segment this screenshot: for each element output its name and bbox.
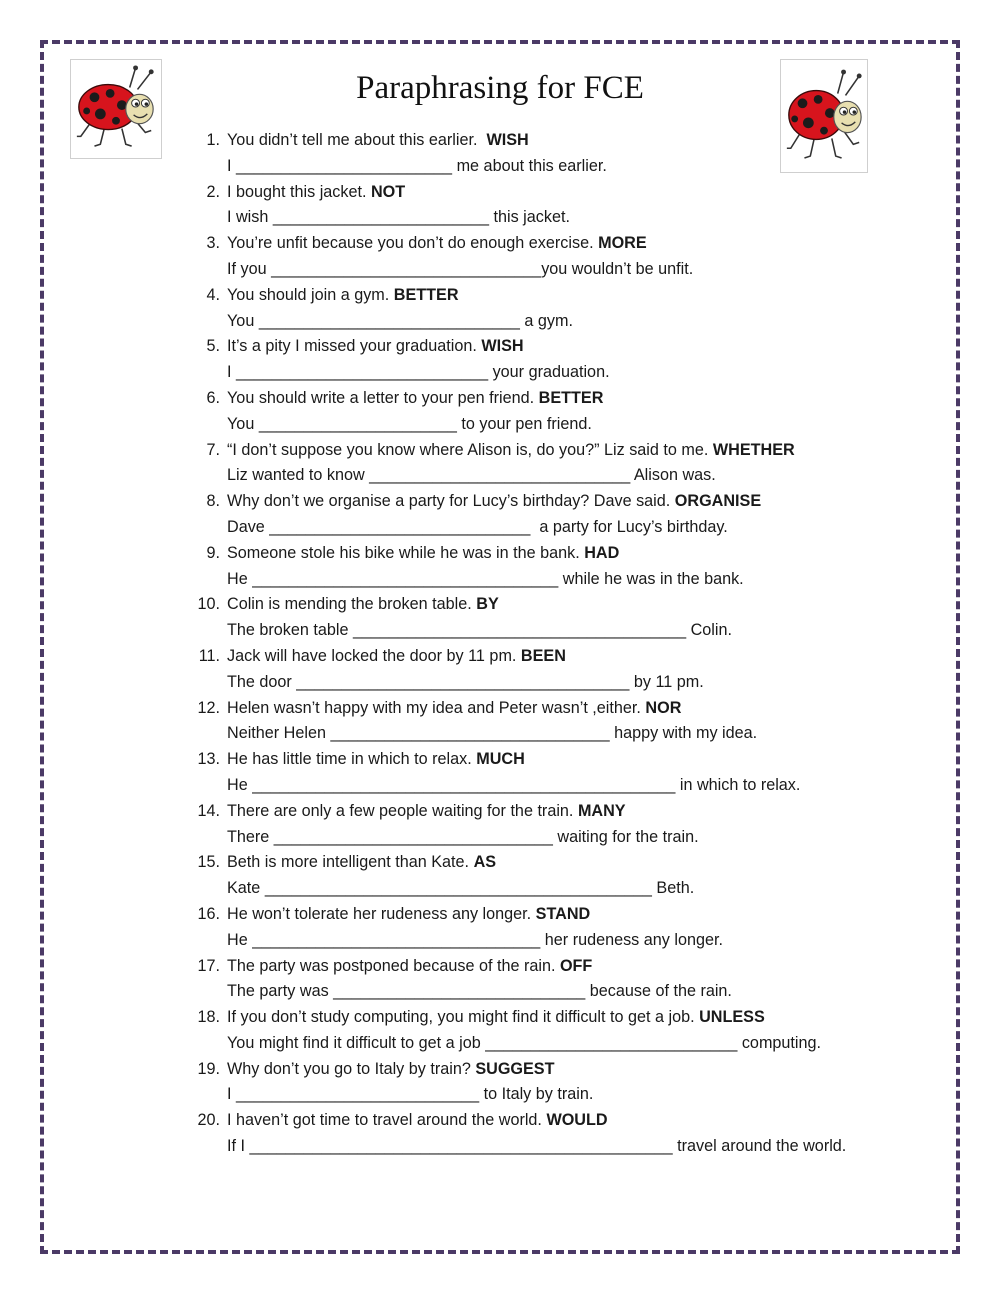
item-keyword: MORE xyxy=(598,234,647,253)
answer-blank[interactable]: ___________________________ xyxy=(236,1085,480,1104)
list-item xyxy=(190,438,930,490)
item-answer-line xyxy=(227,412,930,438)
item-prompt: He won’t tolerate her rudeness any longer. xyxy=(227,904,536,923)
list-item xyxy=(190,541,930,593)
answer-end: a party for Lucy’s birthday. xyxy=(530,517,728,536)
answer-blank[interactable]: ____________________________ xyxy=(485,1033,738,1052)
item-keyword: WISH xyxy=(481,337,524,356)
item-number: 3. xyxy=(206,234,220,253)
list-item xyxy=(190,180,930,232)
answer-start: The door xyxy=(227,672,297,691)
item-number: 1. xyxy=(206,131,220,149)
item-prompt: Why don’t you go to Italy by train? xyxy=(227,1059,476,1078)
list-item xyxy=(190,386,930,438)
item-number: 7. xyxy=(206,440,220,459)
answer-blank[interactable]: _____________________________________ xyxy=(352,621,687,640)
item-number: 16. xyxy=(197,904,220,923)
item-keyword: AS xyxy=(473,853,497,872)
answer-blank[interactable]: ____________________________ xyxy=(236,363,489,382)
item-number: 12. xyxy=(197,698,220,717)
item-answer-line xyxy=(227,309,930,335)
answer-end: her rudeness any longer. xyxy=(540,930,723,949)
answer-start: I wish xyxy=(227,208,273,227)
answer-start: I xyxy=(227,156,236,175)
item-prompt-line xyxy=(227,386,930,412)
answer-blank[interactable]: _______________________________ xyxy=(330,724,610,743)
item-answer-line xyxy=(227,154,930,180)
answer-end: this jacket. xyxy=(488,208,570,227)
item-keyword: SUGGEST xyxy=(475,1059,555,1078)
item-prompt: The party was postponed because of the rain. xyxy=(227,956,560,975)
item-answer-line xyxy=(227,360,930,386)
answer-end: waiting for the train. xyxy=(552,827,699,846)
answer-start: Liz wanted to know xyxy=(227,466,370,485)
list-item xyxy=(190,334,930,386)
item-number: 15. xyxy=(197,853,220,872)
item-prompt: You should join a gym. xyxy=(227,285,394,304)
item-number: 17. xyxy=(197,956,220,975)
item-prompt-line xyxy=(227,1108,930,1134)
item-prompt-line xyxy=(227,283,930,309)
item-prompt-line xyxy=(227,438,930,464)
answer-end: you wouldn’t be unfit. xyxy=(541,259,694,278)
item-number: 8. xyxy=(206,492,220,511)
item-keyword: BETTER xyxy=(538,388,604,407)
answer-start: The party was xyxy=(227,982,334,1001)
answer-end: a gym. xyxy=(519,311,573,330)
list-item xyxy=(190,747,930,799)
answer-end: Colin. xyxy=(686,621,732,640)
answer-blank[interactable]: ________________________ xyxy=(236,156,453,175)
answer-blank[interactable]: _______________________________________________ xyxy=(249,1137,673,1156)
item-prompt: Jack will have locked the door by 11 pm. xyxy=(227,646,521,665)
list-item xyxy=(190,799,930,851)
item-answer-line xyxy=(227,876,930,902)
item-prompt: He has little time in which to relax. xyxy=(227,750,477,769)
answer-blank[interactable]: _____________________________________ xyxy=(296,672,630,691)
item-prompt-line xyxy=(227,128,930,154)
list-item xyxy=(190,592,930,644)
answer-blank[interactable]: _____________________________ xyxy=(369,466,631,485)
answer-end: me about this earlier. xyxy=(452,156,607,175)
item-number: 5. xyxy=(206,337,220,356)
answer-end: Beth. xyxy=(651,879,695,898)
item-prompt: Beth is more intelligent than Kate. xyxy=(227,853,474,872)
item-answer-line xyxy=(227,670,930,696)
item-answer-line xyxy=(227,618,930,644)
item-prompt: Helen wasn’t happy with my idea and Peter wasn’t ,either. xyxy=(227,698,646,717)
item-prompt: Why don’t we organise a party for Lucy’s birthday? Dave said. xyxy=(227,492,675,511)
item-keyword: BETTER xyxy=(393,285,459,304)
item-number: 19. xyxy=(197,1059,220,1078)
item-keyword: BEEN xyxy=(520,646,566,665)
list-item xyxy=(190,489,930,541)
item-prompt-line xyxy=(227,954,930,980)
answer-blank[interactable]: _______________________________________________ xyxy=(252,775,676,794)
item-keyword: NOT xyxy=(370,182,406,201)
answer-end: to your pen friend. xyxy=(456,414,592,433)
answer-blank[interactable]: __________________________________ xyxy=(252,569,559,588)
list-item xyxy=(190,1005,930,1057)
item-prompt: You didn’t tell me about this earlier. xyxy=(227,131,487,149)
answer-start: He xyxy=(227,930,253,949)
item-prompt: You’re unfit because you don’t do enough exercise. xyxy=(227,234,599,253)
answer-start: Dave xyxy=(227,517,270,536)
item-prompt-line xyxy=(227,592,930,618)
item-answer-line xyxy=(227,721,930,747)
item-prompt-line xyxy=(227,696,930,722)
item-number: 4. xyxy=(206,285,220,304)
item-number: 20. xyxy=(197,1111,220,1130)
answer-end: in which to relax. xyxy=(675,775,801,794)
item-prompt-line xyxy=(227,334,930,360)
item-answer-line xyxy=(227,1082,930,1108)
item-keyword: MUCH xyxy=(476,750,525,769)
item-number: 10. xyxy=(197,595,220,614)
item-prompt-line xyxy=(227,180,930,206)
item-answer-line xyxy=(227,1031,930,1057)
item-answer-line xyxy=(227,205,930,231)
item-prompt: I bought this jacket. xyxy=(227,182,371,201)
answer-blank[interactable]: ______________________________ xyxy=(271,259,542,278)
item-answer-line xyxy=(227,928,930,954)
item-number: 9. xyxy=(206,543,220,562)
answer-end: because of the rain. xyxy=(585,982,732,1001)
answer-end: to Italy by train. xyxy=(479,1085,594,1104)
answer-blank[interactable]: _____________________________ xyxy=(258,311,520,330)
item-answer-line xyxy=(227,979,930,1005)
answer-start: The broken table xyxy=(227,621,353,640)
item-prompt-line xyxy=(227,902,930,928)
item-answer-line xyxy=(227,515,930,541)
list-item xyxy=(190,644,930,696)
answer-blank[interactable]: ________________________________ xyxy=(252,930,541,949)
item-prompt: I haven’t got time to travel around the world. xyxy=(227,1111,547,1130)
item-prompt: If you don’t study computing, you might find it difficult to get a job. xyxy=(227,1008,700,1027)
answer-end: computing. xyxy=(737,1033,822,1052)
item-keyword: UNLESS xyxy=(699,1008,765,1027)
item-prompt-line xyxy=(227,489,930,515)
item-keyword: NOR xyxy=(645,698,682,717)
answer-start: He xyxy=(227,569,253,588)
item-answer-line xyxy=(227,463,930,489)
item-keyword: WHETHER xyxy=(712,440,795,459)
answer-start: Kate xyxy=(227,879,265,898)
list-item xyxy=(190,954,930,1006)
item-prompt: “I don’t suppose you know where Alison is, do you?” Liz said to me. xyxy=(227,440,713,459)
item-prompt: There are only a few people waiting for the train. xyxy=(227,801,578,820)
answer-blank[interactable]: _______________________________ xyxy=(273,827,553,846)
item-prompt-line xyxy=(227,1005,930,1031)
list-item xyxy=(190,850,930,902)
item-keyword: OFF xyxy=(559,956,593,975)
item-prompt-line xyxy=(227,644,930,670)
answer-end: travel around the world. xyxy=(672,1137,847,1156)
answer-blank[interactable]: ________________________ xyxy=(272,208,489,227)
answer-end: happy with my idea. xyxy=(609,724,758,743)
item-prompt-line xyxy=(227,231,930,257)
item-prompt: Someone stole his bike while he was in the bank. xyxy=(227,543,585,562)
item-keyword: MANY xyxy=(577,801,626,820)
item-number: 14. xyxy=(197,801,220,820)
list-item xyxy=(190,231,930,283)
item-prompt: You should write a letter to your pen friend. xyxy=(227,388,539,407)
item-answer-line xyxy=(227,825,930,851)
item-keyword: ORGANISE xyxy=(674,492,762,511)
item-number: 2. xyxy=(206,182,220,201)
answer-start: He xyxy=(227,775,253,794)
answer-end: Alison was. xyxy=(630,466,716,485)
item-prompt-line xyxy=(227,799,930,825)
item-answer-line xyxy=(227,1134,930,1160)
answer-start: If I xyxy=(227,1137,250,1156)
item-keyword: HAD xyxy=(584,543,620,562)
item-answer-line xyxy=(227,773,930,799)
item-prompt-line xyxy=(227,1057,930,1083)
exercise-list xyxy=(190,128,930,1160)
item-answer-line xyxy=(227,567,930,593)
item-number: 6. xyxy=(206,388,220,407)
page-title: Paraphrasing for FCE xyxy=(356,70,644,106)
answer-start: There xyxy=(227,827,274,846)
item-prompt-line xyxy=(227,541,930,567)
answer-start: If you xyxy=(227,259,272,278)
item-prompt: It’s a pity I missed your graduation. xyxy=(227,337,482,356)
item-number: 13. xyxy=(197,750,220,769)
list-item xyxy=(190,283,930,335)
answer-blank[interactable]: _____________________________ xyxy=(269,517,531,536)
answer-start: You xyxy=(227,414,259,433)
answer-end: by 11 pm. xyxy=(629,672,704,691)
item-keyword: WISH xyxy=(486,131,529,149)
answer-start: You might find it difficult to get a job xyxy=(227,1033,486,1052)
answer-blank[interactable]: ______________________ xyxy=(258,414,457,433)
answer-blank[interactable]: ____________________________ xyxy=(333,982,586,1001)
item-keyword: WOULD xyxy=(546,1111,608,1130)
item-number: 11. xyxy=(198,646,220,665)
item-keyword: BY xyxy=(476,595,499,614)
list-item xyxy=(190,1108,930,1160)
answer-start: I xyxy=(227,1085,236,1104)
list-item xyxy=(190,1057,930,1109)
item-number: 18. xyxy=(197,1008,220,1027)
item-prompt-line xyxy=(227,747,930,773)
answer-start: I xyxy=(227,363,236,382)
item-prompt: Colin is mending the broken table. xyxy=(227,595,477,614)
answer-end: your graduation. xyxy=(488,363,610,382)
item-keyword: STAND xyxy=(535,904,591,923)
answer-end: while he was in the bank. xyxy=(558,569,744,588)
answer-start: Neither Helen xyxy=(227,724,331,743)
list-item xyxy=(190,128,930,180)
list-item xyxy=(190,696,930,748)
answer-start: You xyxy=(227,311,259,330)
item-prompt-line xyxy=(227,850,930,876)
list-item xyxy=(190,902,930,954)
item-answer-line xyxy=(227,257,930,283)
answer-blank[interactable]: ___________________________________________ xyxy=(264,879,652,898)
